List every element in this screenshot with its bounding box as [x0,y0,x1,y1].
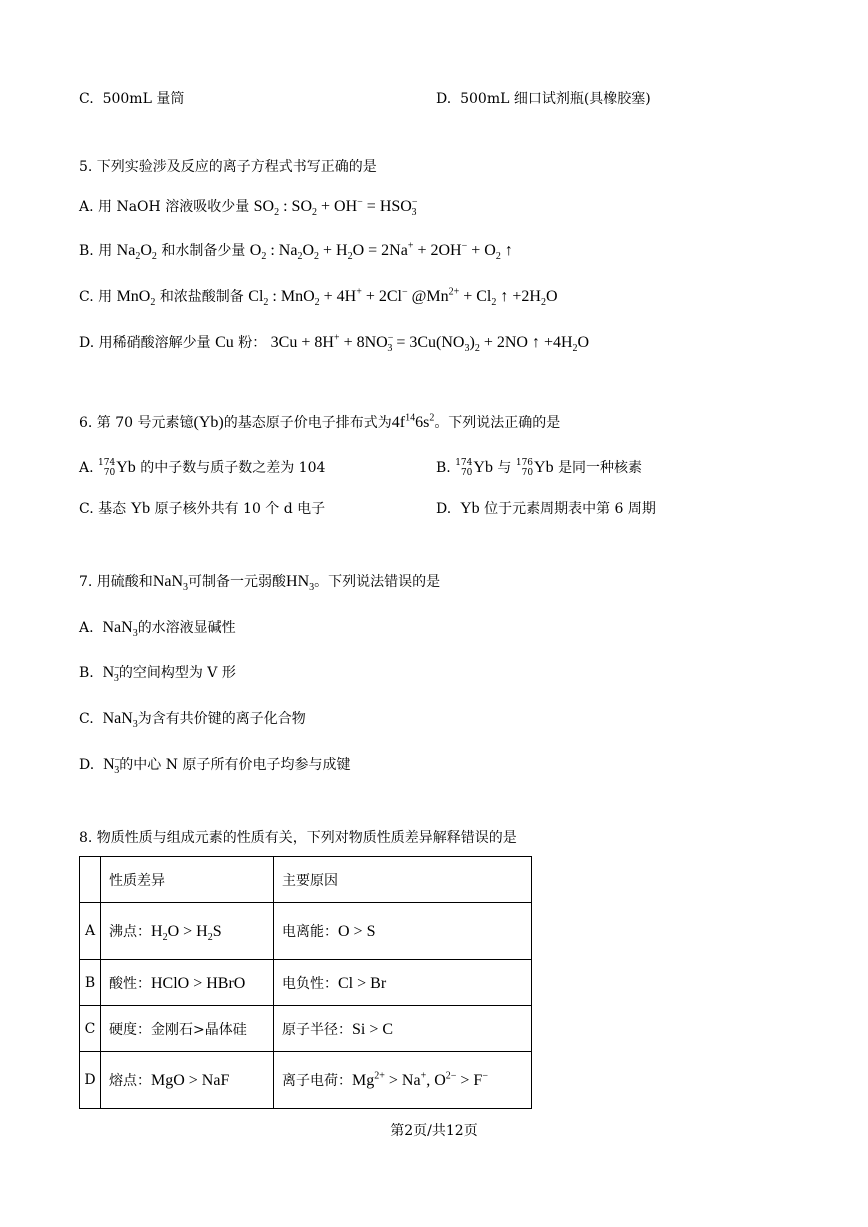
q4-option-c: C. 500mL 量筒 [79,91,185,107]
property-table [79,856,532,1109]
q4-option-d: D. 500mL 细口试剂瓶(具橡胶塞) [436,91,651,107]
q7-option-c: C. NaN$_3$为含有共价键的离子化合物 [79,710,306,731]
q5-option-a: A. 用 NaOH 溶液吸收少量 $SO_2$ : $SO_2 + OH^- = HSO^-_3$ [79,196,418,219]
table-header-row [80,857,532,903]
q5-option-c: C. 用 MnO$_2$ 和浓盐酸制备 $Cl_2$ : MnO$_2$ + 4H+ + 2Cl− $@Mn^{2+} + Cl_2$ ↑ $+2H_2O$ [79,286,558,309]
header-property: 性质差异 [101,857,274,903]
q6-stem: 6. 第 70 号元素镱(Yb)的基态原子价电子排布式为$4f^{14}6s^2$。下列说法正确的是 [79,412,561,431]
q7-option-b: B. $N^-_3$的空间构型为 V 形 [79,662,236,685]
q6-option-c: C. 基态 Yb 原子核外共有 10 个 d 电子 [79,500,326,517]
q8-stem: 8. 物质性质与组成元素的性质有关，下列对物质性质差异解释错误的是 [79,830,517,846]
q7-option-a: A. NaN$_3$的水溶液显碱性 [79,619,236,640]
table-row: C 硬度：金刚石>晶体硅 原子半径：Si > C [80,1006,532,1052]
page-footer: 第2页/共12页 [390,1123,478,1139]
q5-d-equation: $3Cu + 8H^+ + 8NO^-_3 = 3Cu(NO_3)_2 + 2NO$ ↑ $+4H_2O$ [270,332,590,355]
q7-stem: 7. 用硫酸和NaN$_3$可制备一元弱酸$HN_3$。下列说法错误的是 [79,573,441,594]
q6-option-a: A. 174 70 Yb 的中子数与质子数之差为 104 [79,458,326,478]
header-reason: 主要原因 [274,857,532,903]
table-row: B 酸性：HClO > HBrO 电负性：Cl > Br [80,960,532,1006]
q5-option-d: D. 用稀硝酸溶解少量 Cu 粉： $3Cu + 8H^+ + 8NO^-_3 = 3Cu(NO_3)_2 + 2NO$ ↑ $+4H_2O$ [79,332,590,355]
table-row: D 熔点：MgO > NaF 离子电荷：$Mg^{2+} > Na^+$, $O^{2-} > F^-$ [80,1052,532,1109]
q5-option-b: B. 用 $Na_2O_2$ 和水制备少量 $O_2$ : $Na_2O_2 + H_2O = 2Na^+ + 2OH^- + O_2$ ↑ [79,240,513,263]
table-row: A 沸点：$H_2O > H_2S$ 电离能：O > S [80,903,532,960]
q7-option-d: D. $N^-_3$的中心 N 原子所有价电子均参与成键 [79,754,351,777]
q5-a-equation: $SO_2$ : $SO_2 + OH^- = HSO^-_3$ [253,196,418,219]
q5-stem: 5. 下列实验涉及反应的离子方程式书写正确的是 [79,159,377,175]
q6-option-b: B. 174 70 Yb 与 176 70 Yb 是同一种核素 [436,458,643,478]
q6-option-d: D. Yb 位于元素周期表中第 6 周期 [436,500,656,517]
q5-c-equation: $Cl_2$ : MnO$_2$ + 4H+ + 2Cl− $@Mn^{2+} + Cl_2$ ↑ $+2H_2O$ [248,286,558,309]
q5-b-equation: $O_2$ : $Na_2O_2 + H_2O = 2Na^+ + 2OH^- + O_2$ ↑ [249,240,513,263]
